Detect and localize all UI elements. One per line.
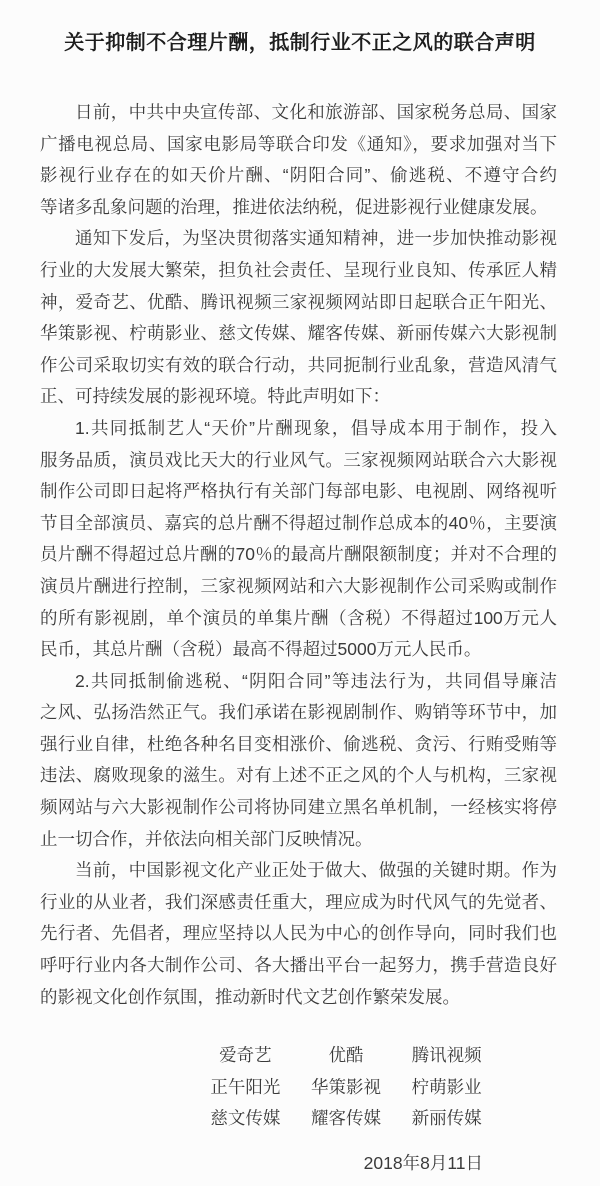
signature-block <box>195 1040 497 1135</box>
paragraph-line: 行业的大发展大繁荣，担负社会责任、呈现行业良知、传承匠人精 <box>40 259 557 280</box>
paragraph-line: 民币，其总片酬（含税）最高不得超过5000万元人民币。 <box>40 639 482 660</box>
signatory-name: 优酷 <box>328 1045 364 1066</box>
paragraph-line: 的影视文化创作氛围，推动新时代文艺创作繁荣发展。 <box>40 986 460 1007</box>
signature-row <box>195 1103 497 1135</box>
paragraph-line: 行业的从业者，我们深感责任重大，理应成为时代风气的先觉者、 <box>40 891 557 912</box>
paragraph-line: 当前，中国影视文化产业正处于做大、做强的关键时期。作为 <box>75 860 557 881</box>
paragraph-line: 的所有影视剧，单个演员的单集片酬（含税）不得超过100万元人 <box>40 607 557 628</box>
paragraph-line: 制作公司即日起将严格执行有关部门每部电影、电视剧、网络视听 <box>40 481 557 502</box>
signatory-name: 慈文传媒 <box>210 1108 281 1129</box>
paragraph-line: 节目全部演员、嘉宾的总片酬不得超过制作总成本的40％，主要演 <box>40 512 557 533</box>
signatory-name: 正午阳光 <box>210 1076 281 1097</box>
signatory-name: 耀客传媒 <box>311 1108 381 1129</box>
paragraph-line: 影视行业存在的如天价片酬、“阴阳合同”、偷逃税、不遵守合约 <box>40 165 557 186</box>
paragraph-line: 止一切合作，并依法向相关部门反映情况。 <box>40 828 373 849</box>
paragraph-line: 频网站与六大影视制作公司将协同建立黑名单机制，一经核实将停 <box>40 797 557 818</box>
signatory-name: 华策影视 <box>311 1076 381 1097</box>
paragraph-line: 演员片酬进行控制，三家视频网站和六大影视制作公司采购或制作 <box>40 575 557 596</box>
paragraph-line: 违法、腐败现象的滋生。对有上述不正之风的个人与机构，三家视 <box>40 765 557 786</box>
paragraph-line: 之风、弘扬浩然正气。我们承诺在影视剧制作、购销等环节中，加 <box>40 702 557 723</box>
signatory-name: 爱奇艺 <box>219 1045 272 1066</box>
signature-row <box>195 1072 497 1104</box>
paragraph-line: 等诸多乱象问题的治理，推进依法纳税，促进影视行业健康发展。 <box>40 196 548 217</box>
paragraph-line: 通知下发后，为坚决贯彻落实通知精神，进一步加快推动影视 <box>75 228 557 249</box>
paragraph-line: 作公司采取切实有效的联合行动，共同扼制行业乱象，营造风清气 <box>40 354 557 375</box>
paragraph-line: 2.共同抵制偷逃税、“阴阳合同”等违法行为，共同倡导廉洁 <box>75 670 557 691</box>
paragraph-line: 员片酬不得超过总片酬的70％的最高片酬限额制度；并对不合理的 <box>40 544 557 565</box>
paragraph-line: 服务品质，演员戏比天大的行业风气。三家视频网站联合六大影视 <box>40 449 557 470</box>
paragraph-line: 日前，中共中央宣传部、文化和旅游部、国家税务总局、国家 <box>75 102 557 122</box>
signatory-name: 柠萌影业 <box>411 1076 482 1097</box>
paragraph-line: 神，爱奇艺、优酷、腾讯视频三家视频网站即日起联合正午阳光、 <box>40 291 557 312</box>
paragraph-line: 1.共同抵制艺人“天价”片酬现象，倡导成本用于制作，投入 <box>75 417 557 438</box>
document-body <box>0 97 600 1013</box>
signatory-name: 新丽传媒 <box>411 1108 482 1129</box>
paragraph-line: 广播电视总局、国家电影局等联合印发《通知》，要求加强对当下 <box>40 133 557 154</box>
signatory-name: 腾讯视频 <box>411 1045 482 1066</box>
paragraph-line: 先行者、先倡者，理应坚持以人民为中心的创作导向，同时我们也 <box>40 923 557 944</box>
paragraph-line: 正、可持续发展的影视环境。特此声明如下： <box>40 386 390 407</box>
document-date: 2018年8月11日 <box>363 1153 483 1173</box>
paragraph-line: 呼吁行业内各大制作公司、各大播出平台一起努力，携手营造良好 <box>40 955 557 976</box>
paragraph-line: 强行业自律，杜绝各种名目变相涨价、偷逃税、贪污、行贿受贿等 <box>40 733 557 754</box>
signature-row <box>195 1040 497 1072</box>
paragraph-line: 华策影视、柠萌影业、慈文传媒、耀客传媒、新丽传媒六大影视制 <box>40 323 557 344</box>
document-title: 关于抑制不合理片酬，抵制行业不正之风的联合声明 <box>64 32 536 54</box>
